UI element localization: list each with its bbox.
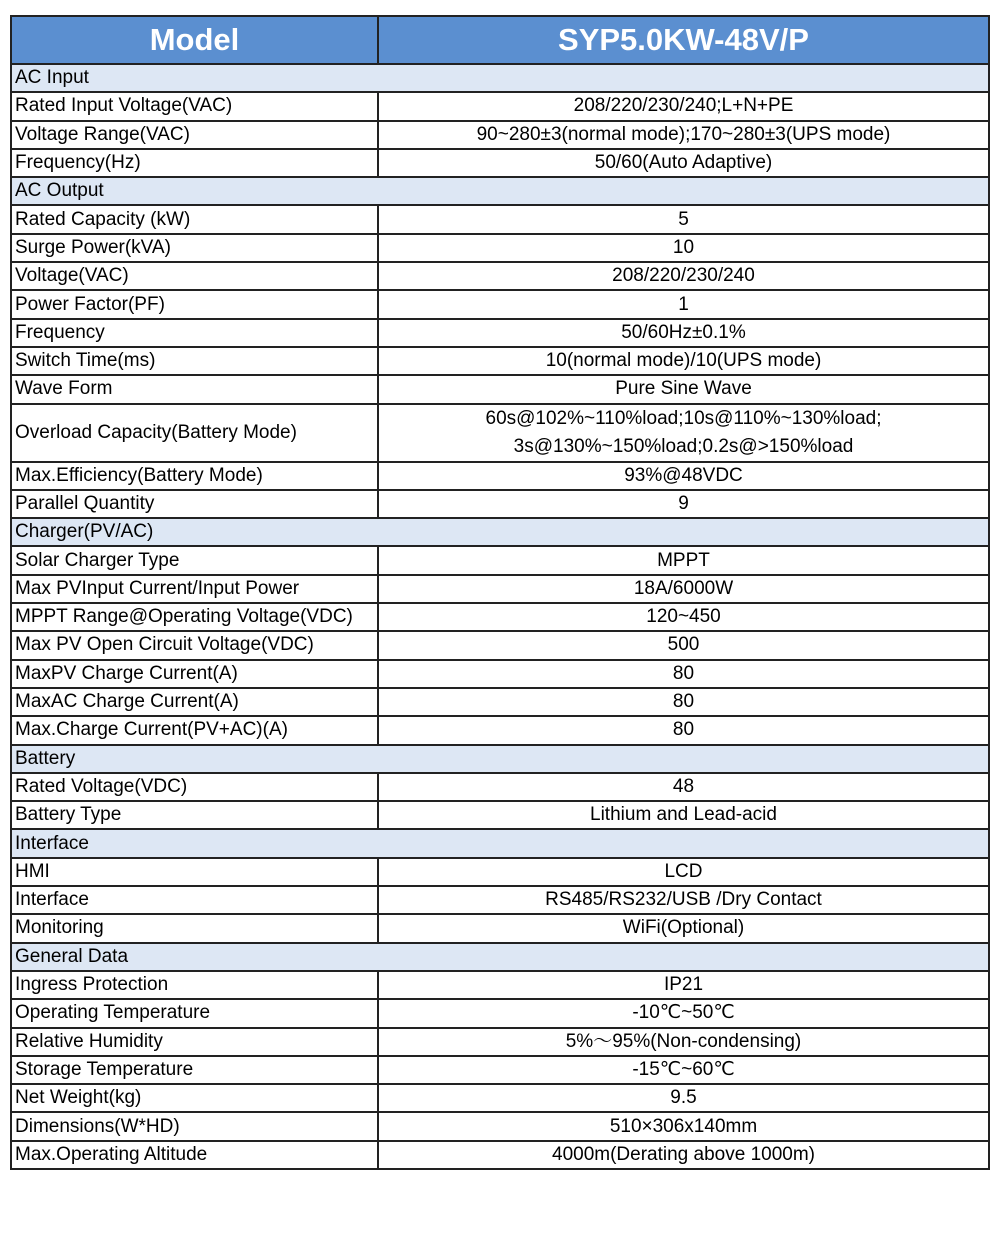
spec-row: [11, 546, 989, 574]
spec-value: WiFi(Optional): [378, 914, 989, 942]
spec-row: [11, 319, 989, 347]
spec-value: 10(normal mode)/10(UPS mode): [378, 347, 989, 375]
spec-label: Overload Capacity(Battery Mode): [11, 404, 378, 462]
spec-label: Solar Charger Type: [11, 546, 378, 574]
spec-value: IP21: [378, 971, 989, 999]
spec-label: Parallel Quantity: [11, 490, 378, 518]
spec-value: 10: [378, 234, 989, 262]
spec-label: MaxAC Charge Current(A): [11, 688, 378, 716]
spec-value: 5: [378, 205, 989, 233]
spec-row: [11, 1141, 989, 1169]
spec-label: Rated Capacity (kW): [11, 205, 378, 233]
spec-label: Dimensions(W*HD): [11, 1112, 378, 1140]
spec-value: 93%@48VDC: [378, 462, 989, 490]
section-title: AC Input: [11, 64, 989, 92]
model-label: Model: [11, 16, 378, 64]
spec-value: 80: [378, 688, 989, 716]
spec-label: Monitoring: [11, 914, 378, 942]
spec-value: 50/60(Auto Adaptive): [378, 149, 989, 177]
spec-label: Voltage(VAC): [11, 262, 378, 290]
spec-value: 9.5: [378, 1084, 989, 1112]
spec-value: -15℃~60℃: [378, 1056, 989, 1084]
spec-label: Ingress Protection: [11, 971, 378, 999]
spec-value: 510×306x140mm: [378, 1112, 989, 1140]
spec-row: [11, 149, 989, 177]
spec-label: Switch Time(ms): [11, 347, 378, 375]
spec-label: Power Factor(PF): [11, 290, 378, 318]
spec-row: [11, 205, 989, 233]
spec-value: 208/220/230/240;L+N+PE: [378, 92, 989, 120]
spec-value: 500: [378, 631, 989, 659]
header-row: [11, 16, 989, 64]
spec-value: 1: [378, 290, 989, 318]
spec-value: 9: [378, 490, 989, 518]
spec-label: Frequency(Hz): [11, 149, 378, 177]
spec-row: [11, 92, 989, 120]
spec-row: [11, 1112, 989, 1140]
spec-value: 80: [378, 660, 989, 688]
spec-row: [11, 801, 989, 829]
section-row: [11, 518, 989, 546]
spec-row: [11, 971, 989, 999]
spec-row: [11, 716, 989, 744]
spec-row: [11, 575, 989, 603]
spec-row: [11, 631, 989, 659]
spec-label: Frequency: [11, 319, 378, 347]
section-row: [11, 64, 989, 92]
spec-label: Max PVInput Current/Input Power: [11, 575, 378, 603]
spec-row: [11, 121, 989, 149]
spec-value: -10℃~50℃: [378, 999, 989, 1027]
spec-row: [11, 490, 989, 518]
spec-row: [11, 688, 989, 716]
spec-value: 50/60Hz±0.1%: [378, 319, 989, 347]
spec-row: [11, 234, 989, 262]
spec-label: Surge Power(kVA): [11, 234, 378, 262]
spec-label: MPPT Range@Operating Voltage(VDC): [11, 603, 378, 631]
spec-row: [11, 290, 989, 318]
spec-label: HMI: [11, 858, 378, 886]
spec-row: [11, 999, 989, 1027]
spec-row: [11, 347, 989, 375]
spec-value: 4000m(Derating above 1000m): [378, 1141, 989, 1169]
section-row: [11, 943, 989, 971]
spec-label: MaxPV Charge Current(A): [11, 660, 378, 688]
spec-row: [11, 858, 989, 886]
spec-label: Interface: [11, 886, 378, 914]
spec-value: 5%～95%(Non-condensing): [378, 1028, 989, 1056]
spec-table: [10, 15, 990, 1170]
section-row: [11, 745, 989, 773]
section-row: [11, 829, 989, 857]
section-title: AC Output: [11, 177, 989, 205]
spec-value: 18A/6000W: [378, 575, 989, 603]
spec-row: [11, 914, 989, 942]
spec-label: Max.Operating Altitude: [11, 1141, 378, 1169]
spec-row: [11, 603, 989, 631]
spec-value: [378, 404, 989, 462]
spec-row: [11, 886, 989, 914]
spec-value-line: 60s@102%~110%load;10s@110%~130%load;: [485, 407, 882, 429]
section-row: [11, 177, 989, 205]
spec-label: Voltage Range(VAC): [11, 121, 378, 149]
spec-row: [11, 404, 989, 462]
section-title: Interface: [11, 829, 989, 857]
spec-label: Storage Temperature: [11, 1056, 378, 1084]
spec-value: Lithium and Lead-acid: [378, 801, 989, 829]
spec-label: Battery Type: [11, 801, 378, 829]
spec-value: RS485/RS232/USB /Dry Contact: [378, 886, 989, 914]
spec-label: Operating Temperature: [11, 999, 378, 1027]
spec-label: Rated Voltage(VDC): [11, 773, 378, 801]
model-value: SYP5.0KW-48V/P: [378, 16, 989, 64]
spec-row: [11, 1056, 989, 1084]
spec-value: 48: [378, 773, 989, 801]
spec-row: [11, 375, 989, 403]
spec-row: [11, 262, 989, 290]
spec-value: Pure Sine Wave: [378, 375, 989, 403]
spec-label: Wave Form: [11, 375, 378, 403]
spec-value: LCD: [378, 858, 989, 886]
spec-label: Max.Charge Current(PV+AC)(A): [11, 716, 378, 744]
spec-row: [11, 462, 989, 490]
spec-label: Rated Input Voltage(VAC): [11, 92, 378, 120]
section-title: General Data: [11, 943, 989, 971]
spec-row: [11, 1084, 989, 1112]
spec-label: Max PV Open Circuit Voltage(VDC): [11, 631, 378, 659]
spec-label: Relative Humidity: [11, 1028, 378, 1056]
spec-value: MPPT: [378, 546, 989, 574]
spec-row: [11, 1028, 989, 1056]
spec-row: [11, 660, 989, 688]
section-title: Battery: [11, 745, 989, 773]
spec-label: Net Weight(kg): [11, 1084, 378, 1112]
spec-value: 80: [378, 716, 989, 744]
section-title: Charger(PV/AC): [11, 518, 989, 546]
spec-value: 120~450: [378, 603, 989, 631]
spec-value: 208/220/230/240: [378, 262, 989, 290]
spec-value: 90~280±3(normal mode);170~280±3(UPS mode): [378, 121, 989, 149]
spec-row: [11, 773, 989, 801]
spec-value-line: 3s@130%~150%load;0.2s@>150%load: [513, 435, 854, 457]
spec-label: Max.Efficiency(Battery Mode): [11, 462, 378, 490]
